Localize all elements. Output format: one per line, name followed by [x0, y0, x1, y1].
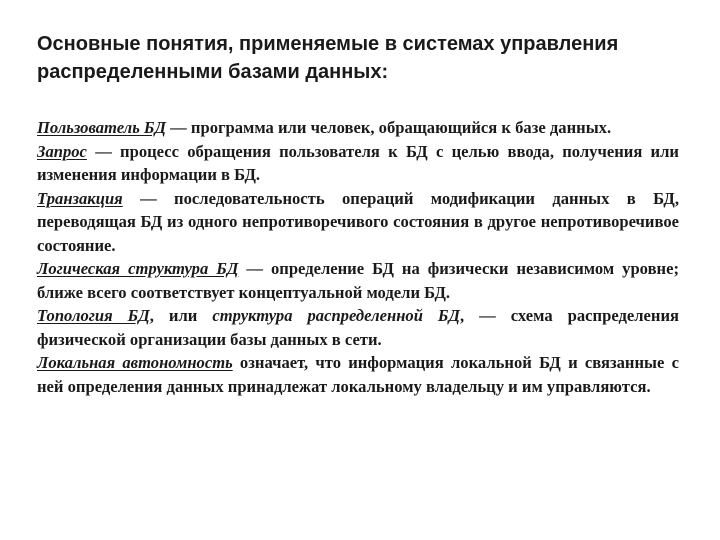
term-db-user: Пользователь БД: [37, 118, 167, 137]
term-logical-structure: Логическая структура БД: [37, 259, 239, 278]
definition-local-autonomy: [37, 351, 679, 398]
definition-text-local-autonomy: означает, что информация локальной БД и связанные с ней определения данных принадлежат локальному владельцу и им управляются.: [37, 353, 679, 396]
definition-text-transaction: — последовательность операций модификации данных в БД, переводящая БД из одного непротиворечивого состояния в другое непротиворечивое состояние.: [37, 188, 679, 255]
term-topology: Топология БД: [37, 306, 150, 325]
term-query: Запрос: [37, 141, 87, 161]
term-distributed-structure: структура распределенной БД: [212, 306, 461, 325]
definition-text-query: — процесс обращения пользователя к БД с целью ввода, получения или изменения информации в БД.: [37, 141, 679, 184]
definitions-list: [37, 116, 679, 398]
definition-text-db-user: — программа или человек, обращающийся к базе данных.: [166, 118, 612, 137]
definition-db-user: [37, 116, 679, 140]
slide-title: Основные понятия, применяемые в системах управления распределенными базами данных:: [37, 33, 619, 83]
definition-logical-structure: [37, 257, 679, 304]
definition-transaction: [37, 187, 679, 258]
definition-text-topology: , — схема распределения физической организации базы данных в сети.: [37, 306, 679, 349]
definition-text-logical-structure: — определение БД на физически независимом уровне; ближе всего соответствует концептуальной модели БД.: [37, 259, 679, 302]
definition-text-topology-mid: , или: [149, 306, 213, 325]
term-local-autonomy: Локальная автономность: [37, 353, 233, 372]
definition-query: [37, 140, 679, 187]
term-transaction: Транзакция: [37, 188, 123, 208]
definition-topology: [37, 304, 679, 351]
